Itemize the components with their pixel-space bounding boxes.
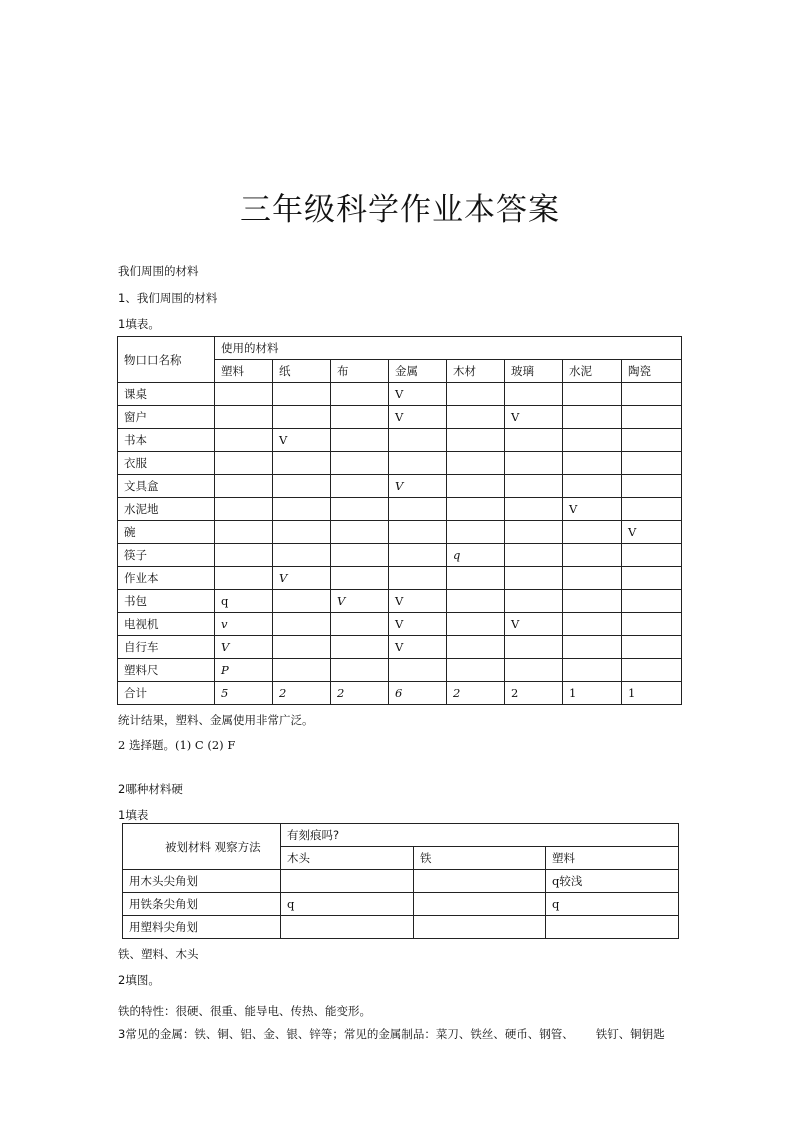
table-cell xyxy=(622,498,682,521)
table-cell xyxy=(505,498,563,521)
fill-figure-label: 2填图。 xyxy=(118,973,160,987)
table-row xyxy=(118,590,682,613)
table-cell xyxy=(447,475,505,498)
table-cell xyxy=(281,870,414,893)
table-cell xyxy=(563,452,622,475)
table-cell: q xyxy=(281,893,414,916)
table-cell xyxy=(273,659,331,682)
row-label: 作业本 xyxy=(118,567,215,590)
row-label: 自行车 xyxy=(118,636,215,659)
table-row xyxy=(118,383,682,406)
table-cell: V xyxy=(273,429,331,452)
table-cell xyxy=(622,475,682,498)
table1-material-header: 水泥 xyxy=(563,360,622,383)
table-cell xyxy=(215,567,273,590)
hardness-table xyxy=(122,823,679,939)
sub-heading: 1、我们周围的材料 xyxy=(118,291,218,305)
table-cell: 2 xyxy=(331,682,389,705)
table-cell xyxy=(447,590,505,613)
table-cell: V xyxy=(389,406,447,429)
table-cell xyxy=(447,383,505,406)
table-cell xyxy=(215,406,273,429)
table-cell xyxy=(447,613,505,636)
table-cell xyxy=(331,521,389,544)
table1-material-header: 木材 xyxy=(447,360,505,383)
table-cell xyxy=(331,613,389,636)
table-cell xyxy=(331,544,389,567)
table-cell xyxy=(414,870,546,893)
table-cell xyxy=(563,636,622,659)
table-cell xyxy=(505,590,563,613)
table-cell xyxy=(273,475,331,498)
table-cell xyxy=(447,521,505,544)
row-label: 水泥地 xyxy=(118,498,215,521)
table-cell xyxy=(273,383,331,406)
table-cell xyxy=(563,659,622,682)
table-row xyxy=(118,613,682,636)
table-cell xyxy=(622,636,682,659)
table-cell: q xyxy=(546,893,679,916)
table-cell: 1 xyxy=(563,682,622,705)
table-cell: V xyxy=(389,383,447,406)
page-title: 三年级科学作业本答案 xyxy=(240,192,560,228)
table-cell: 6 xyxy=(389,682,447,705)
table-cell xyxy=(622,590,682,613)
table-cell xyxy=(505,567,563,590)
table-cell xyxy=(622,659,682,682)
table-row xyxy=(118,452,682,475)
table-cell xyxy=(273,636,331,659)
table-cell xyxy=(622,452,682,475)
table-cell xyxy=(215,521,273,544)
table-cell xyxy=(622,429,682,452)
table-cell xyxy=(389,659,447,682)
table-row xyxy=(118,659,682,682)
table-cell xyxy=(563,613,622,636)
table-cell xyxy=(389,452,447,475)
table1-material-header: 塑料 xyxy=(215,360,273,383)
table1-material-header: 金属 xyxy=(389,360,447,383)
table-row xyxy=(118,544,682,567)
table-cell xyxy=(563,590,622,613)
table-cell xyxy=(447,429,505,452)
table-cell: 5 xyxy=(215,682,273,705)
row-label: 用铁条尖角划 xyxy=(123,893,281,916)
table-cell xyxy=(215,452,273,475)
table-cell: V xyxy=(331,590,389,613)
table-cell xyxy=(215,475,273,498)
row-label: 碗 xyxy=(118,521,215,544)
table-cell xyxy=(389,521,447,544)
table-cell: 1 xyxy=(622,682,682,705)
table-cell xyxy=(281,916,414,939)
table-cell xyxy=(622,383,682,406)
table-cell xyxy=(622,567,682,590)
table-cell: V xyxy=(563,498,622,521)
row-label: 书本 xyxy=(118,429,215,452)
table-cell xyxy=(331,406,389,429)
table-cell xyxy=(414,916,546,939)
table-cell xyxy=(563,567,622,590)
table-cell xyxy=(563,544,622,567)
section2-heading: 2哪种材料硬 xyxy=(118,782,183,796)
table-cell xyxy=(331,498,389,521)
row-label: 电视机 xyxy=(118,613,215,636)
table-cell: V xyxy=(505,613,563,636)
table-cell xyxy=(546,916,679,939)
table-cell: 2 xyxy=(447,682,505,705)
row-label: 合计 xyxy=(118,682,215,705)
table-cell xyxy=(331,429,389,452)
table-cell xyxy=(273,521,331,544)
row-label: 衣服 xyxy=(118,452,215,475)
table-cell xyxy=(505,429,563,452)
table-cell xyxy=(331,636,389,659)
table-cell xyxy=(505,521,563,544)
table-cell xyxy=(389,544,447,567)
table-cell xyxy=(331,383,389,406)
table-cell xyxy=(331,659,389,682)
row-label: 书包 xyxy=(118,590,215,613)
table-row xyxy=(118,567,682,590)
table-cell xyxy=(273,498,331,521)
table-cell: P xyxy=(215,659,273,682)
row-label: 窗户 xyxy=(118,406,215,429)
table-cell xyxy=(273,613,331,636)
table-row xyxy=(118,406,682,429)
table-cell: q较浅 xyxy=(546,870,679,893)
table-cell xyxy=(622,613,682,636)
table-cell xyxy=(505,383,563,406)
table-row xyxy=(118,498,682,521)
table-cell: V xyxy=(389,636,447,659)
table-cell xyxy=(505,659,563,682)
table1-material-header: 玻璃 xyxy=(505,360,563,383)
table-cell xyxy=(389,498,447,521)
table-cell xyxy=(389,567,447,590)
table-cell xyxy=(215,383,273,406)
table-cell xyxy=(622,544,682,567)
table-row xyxy=(123,893,679,916)
table-cell xyxy=(447,498,505,521)
table-cell xyxy=(505,475,563,498)
table-cell: q xyxy=(215,590,273,613)
table-cell xyxy=(215,498,273,521)
row-label: 筷子 xyxy=(118,544,215,567)
table-cell xyxy=(563,406,622,429)
table-row xyxy=(123,916,679,939)
table-cell: V xyxy=(215,636,273,659)
table-row xyxy=(123,870,679,893)
table-cell xyxy=(505,452,563,475)
common-metals: 3常见的金属：铁、铜、铝、金、银、锌等；常见的金属制品：菜刀、铁丝、硬币、钢管、 铁钉、铜钥匙 xyxy=(118,1027,665,1041)
table1-group-header: 使用的材料 xyxy=(215,337,682,360)
stats-result: 统计结果，塑料、金属使用非常广泛。 xyxy=(118,713,314,727)
table1-material-header: 陶瓷 xyxy=(622,360,682,383)
table-cell: V xyxy=(389,613,447,636)
table-cell xyxy=(505,636,563,659)
table-row xyxy=(118,475,682,498)
table-cell: 2 xyxy=(273,682,331,705)
table-cell xyxy=(622,406,682,429)
table-row xyxy=(118,521,682,544)
row-label: 用木头尖角划 xyxy=(123,870,281,893)
row-label: 用塑料尖角划 xyxy=(123,916,281,939)
table-cell: q xyxy=(447,544,505,567)
table-cell xyxy=(447,659,505,682)
table-cell: V xyxy=(505,406,563,429)
table1-corner-header: 物口口名称 xyxy=(118,337,215,383)
table2-material-header: 铁 xyxy=(414,847,546,870)
fill-table2-label: 1填表 xyxy=(118,808,149,822)
table-cell xyxy=(447,636,505,659)
table-cell xyxy=(563,521,622,544)
row-label: 文具盒 xyxy=(118,475,215,498)
table-cell xyxy=(273,544,331,567)
table-cell: v xyxy=(215,613,273,636)
table-row xyxy=(118,429,682,452)
table-cell xyxy=(331,452,389,475)
iron-properties: 铁的特性：很硬、很重、能导电、传热、能变形。 xyxy=(118,1004,371,1018)
table-cell xyxy=(331,567,389,590)
table-row xyxy=(118,636,682,659)
table-cell xyxy=(273,406,331,429)
table-cell xyxy=(447,567,505,590)
table-cell xyxy=(414,893,546,916)
materials-table xyxy=(117,336,682,705)
table2-corner-header: 被划材料 观察方法 xyxy=(123,824,281,870)
choice-answer: 2 选择题。(1) C (2) F xyxy=(118,738,236,752)
table-cell xyxy=(273,590,331,613)
table-row xyxy=(118,682,682,705)
table-cell xyxy=(215,429,273,452)
section-heading: 我们周围的材料 xyxy=(118,264,199,278)
table2-material-header: 木头 xyxy=(281,847,414,870)
table-cell xyxy=(215,544,273,567)
table-cell xyxy=(563,429,622,452)
table-cell: 2 xyxy=(505,682,563,705)
table-cell: V xyxy=(389,590,447,613)
table-cell xyxy=(563,383,622,406)
row-label: 课桌 xyxy=(118,383,215,406)
table1-material-header: 纸 xyxy=(273,360,331,383)
table-cell: V xyxy=(622,521,682,544)
table2-question-header: 有刻痕吗? xyxy=(281,824,679,847)
table-cell xyxy=(505,544,563,567)
row-label: 塑料尺 xyxy=(118,659,215,682)
table-cell xyxy=(563,475,622,498)
table1-material-header: 布 xyxy=(331,360,389,383)
table-cell: V xyxy=(389,475,447,498)
table-cell: V xyxy=(273,567,331,590)
table-cell xyxy=(389,429,447,452)
hardness-order: 铁、塑料、木头 xyxy=(118,947,199,961)
fill-table-label: 1填表。 xyxy=(118,317,160,331)
table2-material-header: 塑料 xyxy=(546,847,679,870)
table-cell xyxy=(331,475,389,498)
table-cell xyxy=(447,452,505,475)
table-cell xyxy=(447,406,505,429)
table-cell xyxy=(273,452,331,475)
